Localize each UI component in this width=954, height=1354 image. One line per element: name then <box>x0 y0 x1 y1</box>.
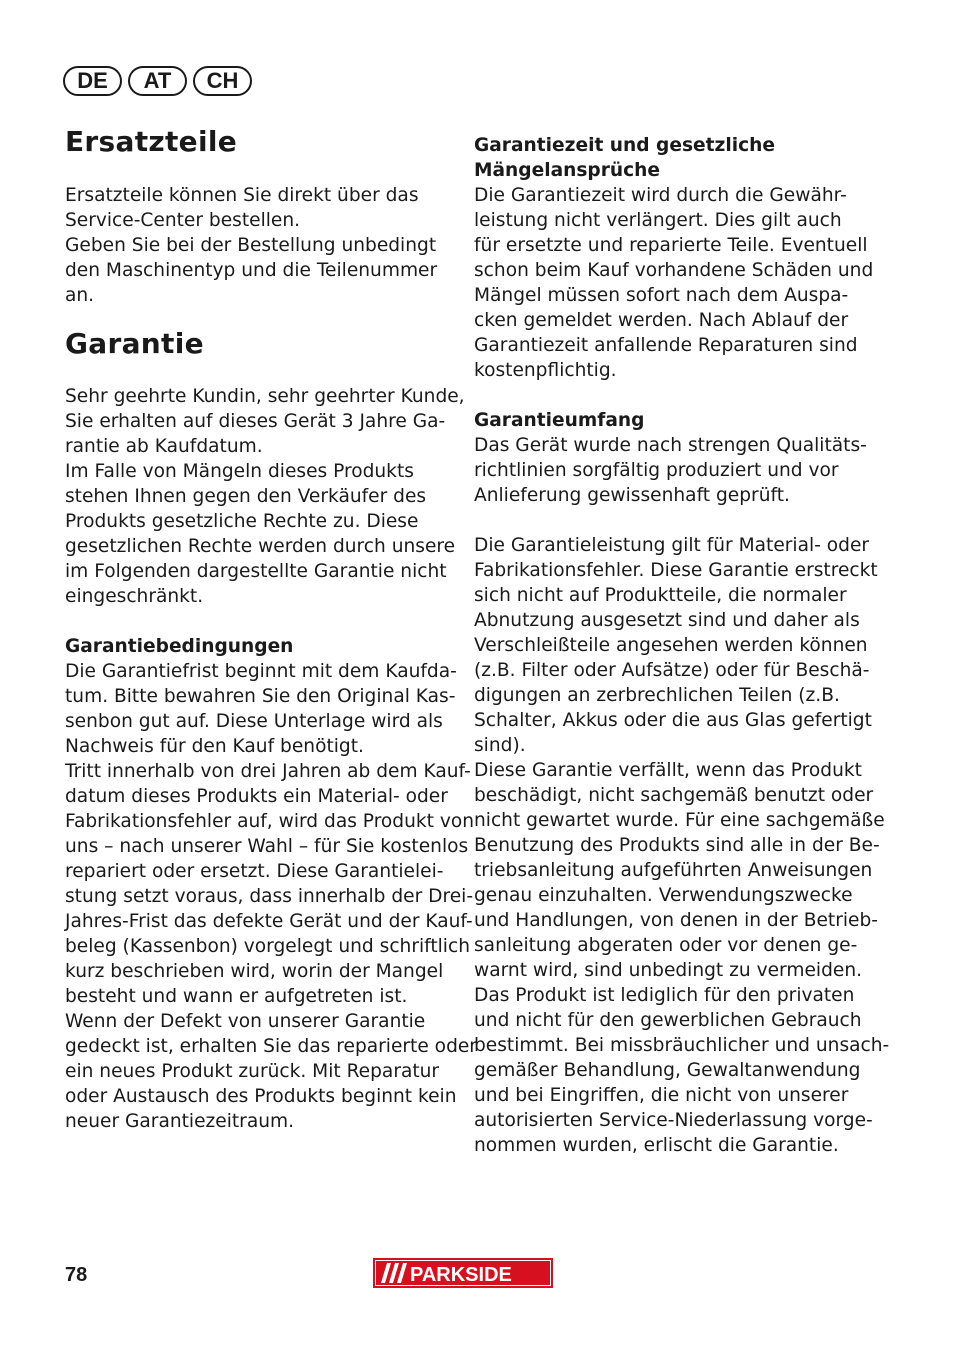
text-line: Geben Sie bei der Bestellung unbedingt <box>65 235 437 256</box>
text-line: Fabrikationsfehler. Diese Garantie erstreckt <box>474 560 878 581</box>
text-line: genau einzuhalten. Verwendungszwecke <box>474 885 853 906</box>
parkside-logo <box>373 1258 553 1288</box>
text-line: beleg (Kassenbon) vorgelegt und schriftlich <box>65 936 470 957</box>
text-line: leistung nicht verlängert. Dies gilt auch <box>474 210 842 231</box>
bedingungen-text <box>65 659 477 1134</box>
text-line: im Folgenden dargestellte Garantie nicht <box>65 561 447 582</box>
text-line: sanleitung abgeraten oder vor denen ge- <box>474 935 858 956</box>
text-line: und nicht für den gewerblichen Gebrauch <box>474 1010 862 1031</box>
bedingungen-heading: Garantiebedingungen <box>65 636 294 657</box>
logo-text: PARKSIDE <box>410 1264 512 1286</box>
text-line: stehen Ihnen gegen den Verkäufer des <box>65 486 427 507</box>
text-line: Jahres-Frist das defekte Gerät und der Kauf- <box>65 911 473 932</box>
text-line: repariert oder ersetzt. Diese Garantielei- <box>65 861 444 882</box>
text-line: Die Garantieleistung gilt für Material- oder <box>474 535 870 556</box>
text-line: digungen an zerbrechlichen Teilen (z.B. <box>474 685 840 706</box>
text-line: Anlieferung gewissenhaft geprüft. <box>474 485 790 506</box>
text-line: bestimmt. Bei missbräuchlicher und unsach- <box>474 1035 890 1056</box>
text-line: richtlinien sorgfältig produziert und vor <box>474 460 839 481</box>
country-badges <box>63 66 252 96</box>
text-line: neuer Garantiezeitraum. <box>65 1111 295 1132</box>
text-line: tum. Bitte bewahren Sie den Original Kas- <box>65 686 456 707</box>
text-line: Diese Garantie verfällt, wenn das Produkt <box>474 760 862 781</box>
umfang-text-1 <box>474 433 867 508</box>
text-line: warnt wird, sind unbedingt zu vermeiden. <box>474 960 863 981</box>
text-line: kostenpflichtig. <box>474 360 617 381</box>
text-line: stung setzt voraus, dass innerhalb der Drei- <box>65 886 474 907</box>
text-line: triebsanleitung aufgeführten Anweisungen <box>474 860 873 881</box>
bedingungen-section <box>65 634 477 1134</box>
text-line: Sehr geehrte Kundin, sehr geehrter Kunde, <box>65 386 465 407</box>
garantiezeit-text <box>474 183 873 383</box>
text-line: nicht gewartet wurde. Für eine sachgemäße <box>474 810 885 831</box>
text-line: an. <box>65 285 95 306</box>
garantiezeit-heading-line1: Garantiezeit und gesetzliche <box>474 135 775 156</box>
text-line: Produkts gesetzliche Rechte zu. Diese <box>65 511 419 532</box>
umfang-section <box>474 408 867 508</box>
text-line: kurz beschrieben wird, worin der Mangel <box>65 961 444 982</box>
text-line: gesetzlichen Rechte werden durch unsere <box>65 536 456 557</box>
text-line: gedeckt ist, erhalten Sie das reparierte oder <box>65 1036 477 1057</box>
ersatzteile-heading: Ersatzteile <box>65 125 238 158</box>
text-line: datum dieses Produkts ein Material- oder <box>65 786 448 807</box>
text-line: Die Garantiefrist beginnt mit dem Kaufda- <box>65 661 457 682</box>
text-line: Schalter, Akkus oder die aus Glas gefertigt <box>474 710 872 731</box>
text-line: Die Garantiezeit wird durch die Gewähr- <box>474 185 847 206</box>
text-line: Ersatzteile können Sie direkt über das <box>65 185 419 206</box>
text-line: für ersetzte und reparierte Teile. Eventuell <box>474 235 868 256</box>
text-line: sind). <box>474 735 526 756</box>
text-line: nommen wurden, erlischt die Garantie. <box>474 1135 839 1156</box>
text-line: sich nicht auf Produktteile, die normaler <box>474 585 847 606</box>
umfang-text-2 <box>474 533 889 1158</box>
text-line: cken gemeldet werden. Nach Ablauf der <box>474 310 849 331</box>
text-line: ein neues Produkt zurück. Mit Reparatur <box>65 1061 440 1082</box>
text-line: Benutzung des Produkts sind alle in der Be- <box>474 835 880 856</box>
text-line: Sie erhalten auf dieses Gerät 3 Jahre Ga- <box>65 411 446 432</box>
text-line: autorisierten Service-Niederlassung vorge- <box>474 1110 873 1131</box>
text-line: Service-Center bestellen. <box>65 210 301 231</box>
garantie-heading: Garantie <box>65 327 204 360</box>
text-line: Tritt innerhalb von drei Jahren ab dem Kauf- <box>65 761 471 782</box>
text-line: Verschleißteile angesehen werden können <box>474 635 868 656</box>
page-number: 78 <box>65 1264 88 1286</box>
text-line: Wenn der Defekt von unserer Garantie <box>65 1011 426 1032</box>
text-line: beschädigt, nicht sachgemäß benutzt oder <box>474 785 874 806</box>
text-line: rantie ab Kaufdatum. <box>65 436 263 457</box>
text-line: Fabrikationsfehler auf, wird das Produkt von <box>65 811 475 832</box>
text-line: oder Austausch des Produkts beginnt kein <box>65 1086 457 1107</box>
text-line: Mängel müssen sofort nach dem Auspa- <box>474 285 849 306</box>
text-line: schon beim Kauf vorhandene Schäden und <box>474 260 874 281</box>
text-line: uns – nach unserer Wahl – für Sie kostenlos <box>65 836 469 857</box>
text-line: Nachweis für den Kauf benötigt. <box>65 736 364 757</box>
text-line: Abnutzung ausgesetzt sind und daher als <box>474 610 860 631</box>
text-line: besteht und wann er aufgetreten ist. <box>65 986 408 1007</box>
text-line: Das Gerät wurde nach strengen Qualitäts- <box>474 435 867 456</box>
garantie-text <box>65 384 465 609</box>
text-line: senbon gut auf. Diese Unterlage wird als <box>65 711 443 732</box>
text-line: den Maschinentyp und die Teilenummer <box>65 260 438 281</box>
garantiezeit-section <box>474 133 873 383</box>
umfang-heading: Garantieumfang <box>474 410 645 431</box>
ersatzteile-text <box>65 183 437 308</box>
text-line: (z.B. Filter oder Aufsätze) oder für Beschä- <box>474 660 870 681</box>
text-line: eingeschränkt. <box>65 586 204 607</box>
text-line: Garantiezeit anfallende Reparaturen sind <box>474 335 858 356</box>
text-line: Das Produkt ist lediglich für den privaten <box>474 985 855 1006</box>
garantiezeit-heading-line2: Mängelansprüche <box>474 160 661 181</box>
badge-ch: CH <box>193 66 252 96</box>
badge-at: AT <box>128 66 187 96</box>
text-line: Im Falle von Mängeln dieses Produkts <box>65 461 414 482</box>
text-line: und bei Eingriffen, die nicht von unserer <box>474 1085 849 1106</box>
text-line: und Handlungen, von denen in der Betrieb- <box>474 910 878 931</box>
badge-de: DE <box>63 66 122 96</box>
text-line: gemäßer Behandlung, Gewaltanwendung <box>474 1060 861 1081</box>
